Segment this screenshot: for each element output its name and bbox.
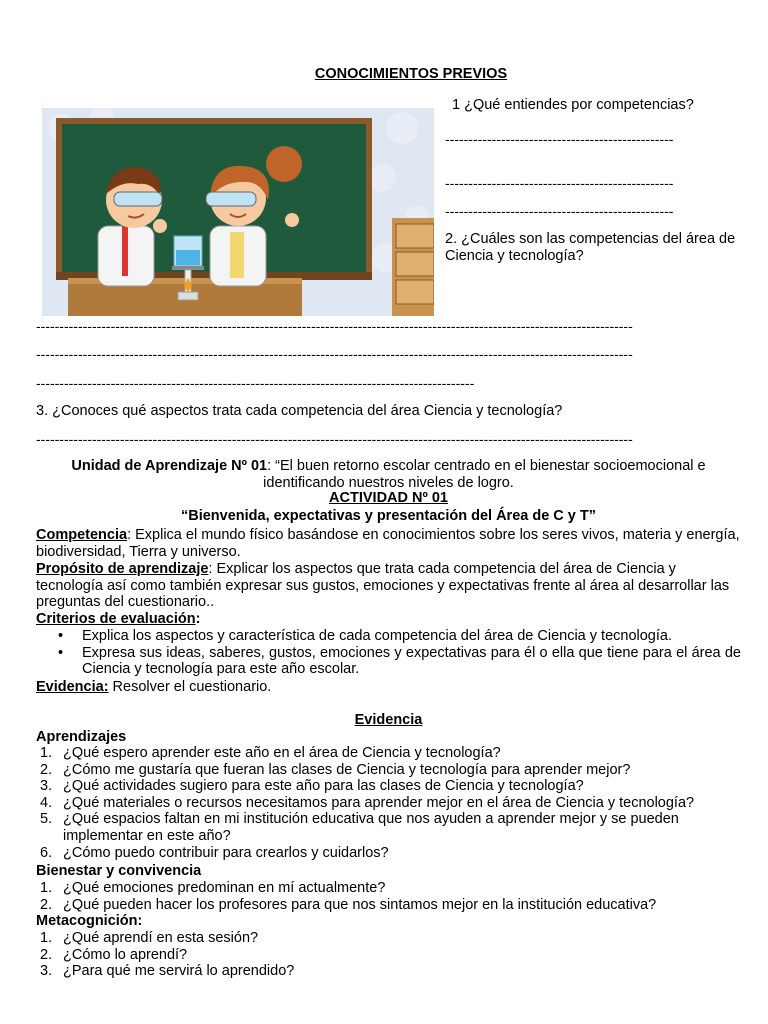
- proposito-label: Propósito de aprendizaje: [36, 561, 209, 577]
- list-item: [36, 628, 741, 645]
- list-item: [36, 963, 741, 980]
- unit-text: : “El buen retorno escolar centrado en el bienestar socioemocional e identificando nuestros niveles de logro.: [263, 458, 706, 491]
- evidencia-paragraph: [36, 679, 741, 696]
- question-text: ¿Cómo lo aprendí?: [63, 946, 188, 963]
- list-item: [36, 762, 741, 779]
- criterio-text: Explica los aspectos y característica de cada competencia del área de Ciencia y tecnología.: [82, 628, 672, 644]
- answer-line: ----------------------------------------------------------------------------------------------: [36, 375, 475, 391]
- question-text: ¿Qué actividades sugiero para este año para las clases de Ciencia y tecnología?: [63, 778, 584, 795]
- competencia-paragraph: [36, 527, 741, 560]
- bullet-icon: •: [58, 628, 64, 644]
- list-item: [36, 947, 741, 964]
- page-title: CONOCIMIENTOS PREVIOS: [314, 66, 508, 82]
- item-number: 2.: [40, 946, 53, 963]
- item-number: 5.: [40, 811, 53, 828]
- answer-line: -------------------------------------------------: [445, 175, 674, 191]
- list-item: [36, 645, 741, 678]
- question-3: 3. ¿Conoces qué aspectos trata cada competencia del área Ciencia y tecnología?: [36, 403, 563, 419]
- evidencia-label: Evidencia:: [36, 679, 109, 695]
- question-text: ¿Qué emociones predominan en mí actualmente?: [63, 880, 386, 896]
- bullet-icon: •: [58, 644, 64, 661]
- item-number: 1.: [40, 745, 53, 761]
- aprendizajes-heading: Aprendizajes: [36, 729, 127, 745]
- unit-heading: [36, 458, 741, 491]
- activity-label: ACTIVIDAD Nº 01: [329, 490, 448, 506]
- answer-line: -------------------------------------------------: [445, 131, 674, 147]
- metacognicion-heading: Metacognición:: [36, 913, 143, 929]
- item-number: 1.: [40, 930, 53, 946]
- competencia-text: : Explica el mundo físico basándose en conocimientos sobre los seres vivos, materia y energía, biodiversidad, Tierra y universo.: [36, 527, 740, 560]
- bienestar-list: [36, 880, 741, 913]
- question-text: ¿Qué espacios faltan en mi institución educativa que nos ayuden a aprender mejor y se pueden implementar en este año?: [63, 811, 679, 844]
- list-item: [36, 778, 741, 795]
- activity-title: “Bienvenida, expectativas y presentación del Área de C y T”: [180, 508, 597, 524]
- question-text: ¿Qué aprendí en esta sesión?: [63, 930, 259, 946]
- proposito-paragraph: [36, 561, 741, 611]
- criterios-colon: :: [195, 611, 201, 627]
- question-2: 2. ¿Cuáles son las competencias del área de Ciencia y tecnología?: [445, 231, 736, 264]
- list-item: [36, 897, 741, 914]
- item-number: 2.: [40, 761, 53, 778]
- list-item: [36, 795, 741, 812]
- question-text: ¿Cómo me gustaría que fueran las clases de Ciencia y tecnología para aprender mejor?: [63, 761, 631, 778]
- metacognicion-list: [36, 930, 741, 980]
- competencia-label: Competencia: [36, 527, 128, 543]
- question-1: 1 ¿Qué entiendes por competencias?: [452, 97, 694, 113]
- criterios-label: Criterios de evaluación: [36, 611, 196, 627]
- criterio-text: Expresa sus ideas, saberes, gustos, emociones y expectativas para él o ella que tiene para el área de Ciencia y tecnología para este año escolar.: [82, 644, 741, 678]
- answer-line: --------------------------------------------------------------------------------------------------------------------------------: [36, 318, 633, 334]
- item-number: 4.: [40, 794, 53, 811]
- question-text: ¿Cómo puedo contribuir para crearlos y cuidarlos?: [63, 844, 389, 861]
- criterios-heading: [36, 611, 741, 628]
- evidencia-text: Resolver el cuestionario.: [108, 679, 272, 695]
- answer-line: --------------------------------------------------------------------------------------------------------------------------------: [36, 346, 633, 362]
- item-number: 3.: [40, 963, 53, 980]
- question-text: ¿Qué pueden hacer los profesores para que nos sintamos mejor en la institución educativa?: [63, 896, 657, 913]
- question-text: ¿Para qué me servirá lo aprendido?: [63, 963, 295, 980]
- list-item: [36, 745, 741, 762]
- bienestar-heading: Bienestar y convivencia: [36, 863, 202, 879]
- list-item: [36, 930, 741, 947]
- list-item: [36, 880, 741, 897]
- item-number: 3.: [40, 778, 53, 795]
- item-number: 2.: [40, 896, 53, 913]
- answer-line: -------------------------------------------------: [445, 203, 674, 219]
- answer-line: --------------------------------------------------------------------------------------------------------------------------------: [36, 431, 633, 447]
- evidence-heading: Evidencia: [354, 712, 423, 728]
- classroom-illustration: [42, 108, 434, 316]
- question-text: ¿Qué espero aprender este año en el área de Ciencia y tecnología?: [63, 745, 501, 761]
- aprendizajes-list: [36, 745, 741, 861]
- list-item: [36, 811, 741, 844]
- unit-label: Unidad de Aprendizaje Nº 01: [71, 458, 268, 474]
- list-item: [36, 845, 741, 862]
- proposito-text: : Explicar los aspectos que trata cada competencia del área de Ciencia y tecnología así como también expresar sus gustos, emociones y expectativas frente al área al desarrollar las preguntas del cuestionario..: [36, 561, 730, 611]
- item-number: 6.: [40, 844, 53, 861]
- item-number: 1.: [40, 880, 53, 896]
- criterios-list: [36, 628, 741, 678]
- question-text: ¿Qué materiales o recursos necesitamos para aprender mejor en el área de Ciencia y tecnología?: [63, 794, 695, 811]
